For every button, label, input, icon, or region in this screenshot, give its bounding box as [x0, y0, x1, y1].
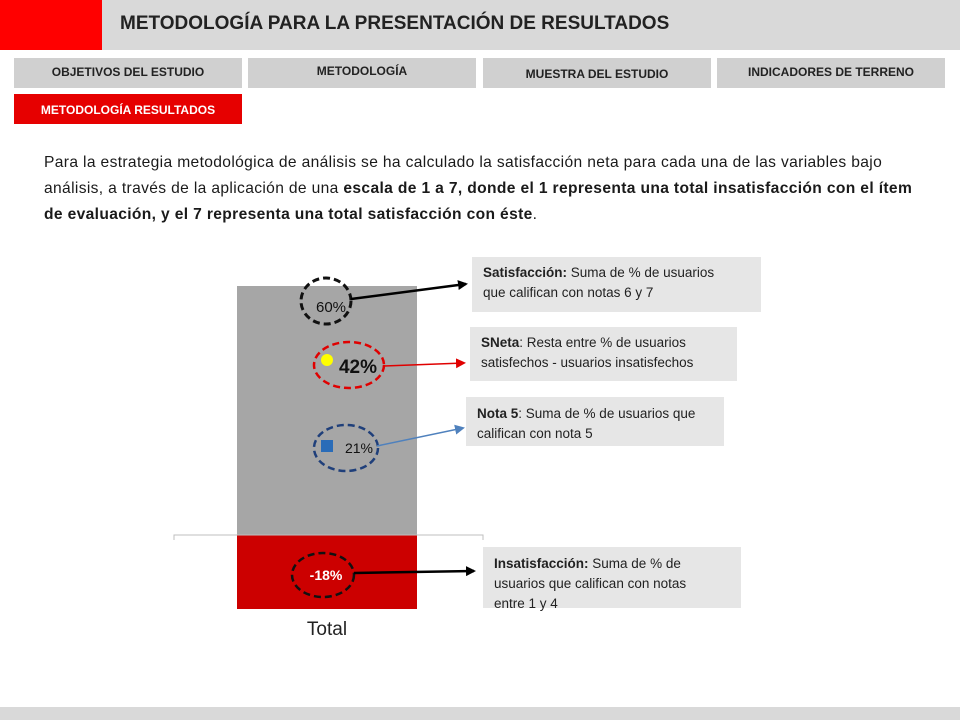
intro-bold-text: escala de 1 a 7, donde el 1 representa una total insatisfacción con el ítem de evaluación, y el 7 representa una total satisfacción con éste [44, 180, 913, 223]
svg-text:que califican con notas 6 y 7 [483, 285, 653, 300]
category-label: Total [306, 619, 348, 640]
svg-text:Satisfacción: Suma de % de usu [483, 265, 714, 280]
callout-nota5 [466, 397, 724, 446]
callout-satisfaccion [472, 257, 761, 312]
insatisfaccion-value: -18% [309, 567, 343, 583]
svg-text:Insatisfacción: Suma de % de [494, 556, 681, 571]
intro-text: Para la estrategia metodológica de análisis se ha calculado la satisfacción neta para cada una de las variables bajo análisis, a través de la aplicación de una [44, 154, 883, 197]
svg-text:SNeta: Resta entre % de usuari [481, 335, 686, 350]
callout-nota5-title: Nota 5 [477, 406, 519, 421]
tab-muestra[interactable]: MUESTRA DEL ESTUDIO [483, 58, 711, 88]
intro-end: . [532, 206, 538, 223]
svg-text:entre 1 y 4 [494, 596, 558, 611]
callout-nota5-line1: : Suma de % de usuarios que [518, 406, 696, 421]
callout-insatisfaccion-line1: Suma de % de [588, 556, 681, 571]
callout-insatisfaccion-line2: usuarios que califican con notas [494, 576, 687, 591]
callout-sneta [470, 327, 737, 381]
callout-sneta-line1: : Resta entre % de usuarios [519, 335, 686, 350]
callout-insatisfaccion [483, 547, 741, 611]
svg-text:califican con nota 5 [477, 426, 593, 441]
satisfaccion-value: 60% [315, 299, 347, 316]
callout-sneta-line2: satisfechos - usuarios insatisfechos [481, 355, 694, 370]
sneta-value: 42% [338, 357, 378, 378]
callout-satisfaccion-line2: que califican con notas 6 y 7 [483, 285, 654, 300]
callout-sneta-title: SNeta [481, 335, 520, 350]
sneta-dot [321, 354, 333, 366]
footer-bar [0, 707, 960, 720]
tab-metodologia-resultados[interactable]: METODOLOGÍA RESULTADOS [14, 94, 242, 124]
svg-text:satisfechos - usuarios insatis [481, 355, 694, 370]
tab-metodologia[interactable]: METODOLOGÍA [248, 58, 476, 88]
nota5-value: 21% [344, 440, 374, 456]
tab-objetivos[interactable]: OBJETIVOS DEL ESTUDIO [14, 58, 242, 88]
callout-insatisfaccion-title: Insatisfacción: [494, 556, 589, 571]
callout-nota5-line2: califican con nota 5 [477, 426, 593, 441]
svg-text:Nota 5: Suma de % de usuarios [477, 406, 695, 421]
callout-satisfaccion-title: Satisfacción: [483, 265, 568, 280]
callout-satisfaccion-line1: Suma de % de usuarios [567, 265, 715, 280]
page-title: METODOLOGÍA PARA LA PRESENTACIÓN DE RESULTADOS [120, 13, 670, 34]
callout-insatisfaccion-line3: entre 1 y 4 [494, 596, 558, 611]
svg-text:usuarios que califican con not [494, 576, 686, 591]
nota5-square [321, 440, 333, 452]
tab-indicadores[interactable]: INDICADORES DE TERRENO [717, 58, 945, 88]
